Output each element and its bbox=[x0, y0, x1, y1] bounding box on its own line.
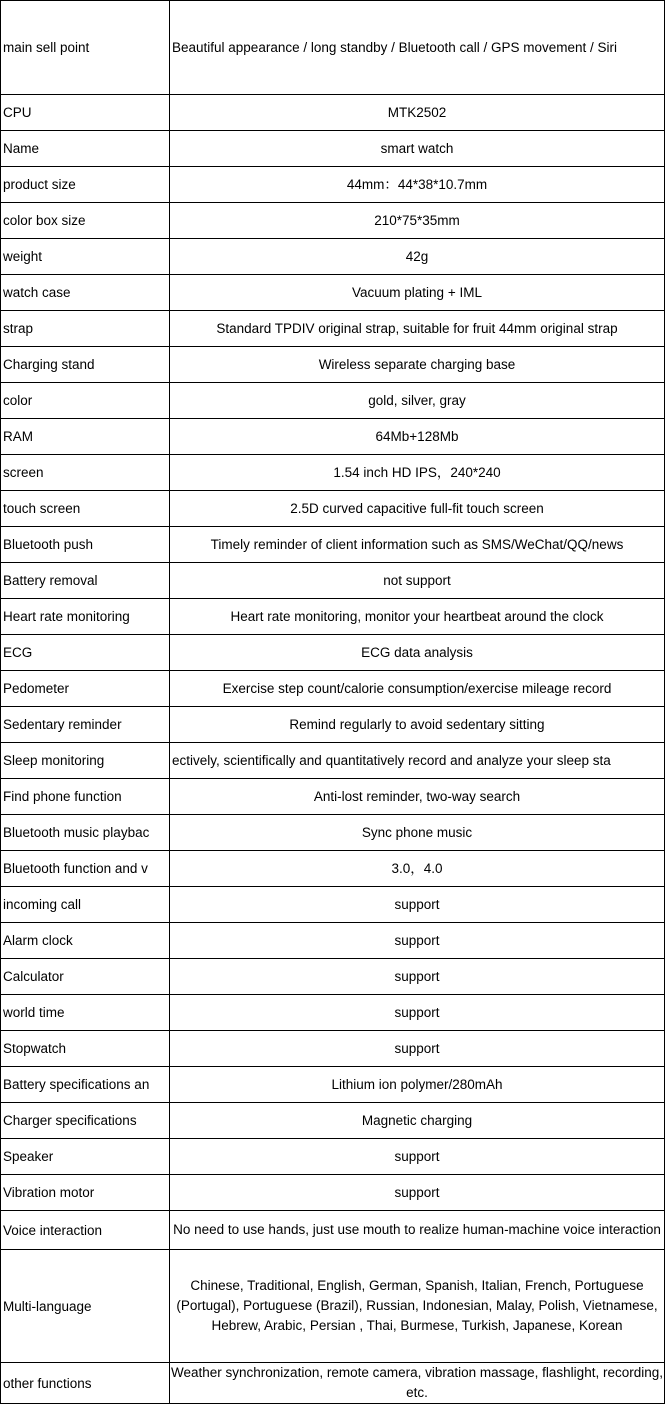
row-value: support bbox=[170, 959, 665, 995]
row-label: Speaker bbox=[1, 1139, 170, 1175]
row-value: support bbox=[170, 1139, 665, 1175]
row-value: Wireless separate charging base bbox=[170, 347, 665, 383]
row-value: Vacuum plating + IML bbox=[170, 275, 665, 311]
row-label: Vibration motor bbox=[1, 1175, 170, 1211]
table-row bbox=[1, 995, 665, 1031]
row-label: Stopwatch bbox=[1, 1031, 170, 1067]
table-row bbox=[1, 239, 665, 275]
row-value: Remind regularly to avoid sedentary sitting bbox=[170, 707, 665, 743]
table-row bbox=[1, 707, 665, 743]
table-row bbox=[1, 347, 665, 383]
table-row bbox=[1, 671, 665, 707]
table-row bbox=[1, 1031, 665, 1067]
row-value: Weather synchronization, remote camera, vibration massage, flashlight, recording, etc. bbox=[170, 1363, 665, 1404]
row-label: touch screen bbox=[1, 491, 170, 527]
table-row bbox=[1, 599, 665, 635]
table-row bbox=[1, 491, 665, 527]
row-label: Voice interaction bbox=[1, 1211, 170, 1250]
row-value: support bbox=[170, 1031, 665, 1067]
table-row bbox=[1, 203, 665, 239]
row-value: gold, silver, gray bbox=[170, 383, 665, 419]
row-label: color box size bbox=[1, 203, 170, 239]
row-value: MTK2502 bbox=[170, 95, 665, 131]
row-value: Standard TPDIV original strap, suitable for fruit 44mm original strap bbox=[170, 311, 665, 347]
table-row bbox=[1, 167, 665, 203]
row-value: 44mm：44*38*10.7mm bbox=[170, 167, 665, 203]
row-value: smart watch bbox=[170, 131, 665, 167]
row-value: support bbox=[170, 995, 665, 1031]
row-label: watch case bbox=[1, 275, 170, 311]
row-label: RAM bbox=[1, 419, 170, 455]
row-value: Beautiful appearance / long standby / Bluetooth call / GPS movement / Siri bbox=[170, 1, 665, 95]
row-value: 64Mb+128Mb bbox=[170, 419, 665, 455]
row-value: Sync phone music bbox=[170, 815, 665, 851]
row-value-text: ectively, scientifically and quantitatively record and analyze your sleep sta bbox=[172, 753, 611, 768]
table-row bbox=[1, 1103, 665, 1139]
table-row bbox=[1, 887, 665, 923]
row-value: support bbox=[170, 887, 665, 923]
table-row bbox=[1, 563, 665, 599]
row-label: Charger specifications bbox=[1, 1103, 170, 1139]
row-value: support bbox=[170, 1175, 665, 1211]
row-label: ECG bbox=[1, 635, 170, 671]
table-row bbox=[1, 1211, 665, 1250]
table-row bbox=[1, 851, 665, 887]
table-row bbox=[1, 635, 665, 671]
table-row bbox=[1, 131, 665, 167]
row-label: Name bbox=[1, 131, 170, 167]
row-value: Heart rate monitoring, monitor your heartbeat around the clock bbox=[170, 599, 665, 635]
row-label: world time bbox=[1, 995, 170, 1031]
table-row bbox=[1, 1175, 665, 1211]
table-row bbox=[1, 1, 665, 95]
table-row bbox=[1, 383, 665, 419]
row-label: incoming call bbox=[1, 887, 170, 923]
row-value: Chinese, Traditional, English, German, Spanish, Italian, French, Portuguese (Portugal), Portuguese (Brazil), Russian, Indonesian, Malay, Polish, Vietnamese, Hebrew, Arabic, Persian , Thai, Burmese, Turkish, Japanese, Korean bbox=[170, 1250, 665, 1363]
table-row bbox=[1, 1139, 665, 1175]
row-value: 42g bbox=[170, 239, 665, 275]
row-value bbox=[170, 743, 665, 779]
row-label: Bluetooth music playbac bbox=[1, 815, 170, 851]
row-label: screen bbox=[1, 455, 170, 491]
row-value: Timely reminder of client information such as SMS/WeChat/QQ/news bbox=[170, 527, 665, 563]
table-row bbox=[1, 923, 665, 959]
row-label: Pedometer bbox=[1, 671, 170, 707]
row-label: color bbox=[1, 383, 170, 419]
row-label: Find phone function bbox=[1, 779, 170, 815]
table-row bbox=[1, 455, 665, 491]
row-value: Lithium ion polymer/280mAh bbox=[170, 1067, 665, 1103]
table-row bbox=[1, 527, 665, 563]
table-row bbox=[1, 1067, 665, 1103]
row-label: product size bbox=[1, 167, 170, 203]
row-label: Heart rate monitoring bbox=[1, 599, 170, 635]
row-label: Sleep monitoring bbox=[1, 743, 170, 779]
row-value: 2.5D curved capacitive full-fit touch screen bbox=[170, 491, 665, 527]
row-label: strap bbox=[1, 311, 170, 347]
row-label: Multi-language bbox=[1, 1250, 170, 1363]
row-label: Charging stand bbox=[1, 347, 170, 383]
row-value: 210*75*35mm bbox=[170, 203, 665, 239]
table-row bbox=[1, 743, 665, 779]
table-row bbox=[1, 419, 665, 455]
row-label: Bluetooth function and v bbox=[1, 851, 170, 887]
table-row bbox=[1, 95, 665, 131]
table-row bbox=[1, 779, 665, 815]
row-value: not support bbox=[170, 563, 665, 599]
table-row bbox=[1, 311, 665, 347]
row-value: 3.0，4.0 bbox=[170, 851, 665, 887]
row-value: 1.54 inch HD IPS，240*240 bbox=[170, 455, 665, 491]
table-row bbox=[1, 959, 665, 995]
row-value: No need to use hands, just use mouth to realize human-machine voice interaction bbox=[170, 1211, 665, 1250]
row-label: Alarm clock bbox=[1, 923, 170, 959]
table-row bbox=[1, 815, 665, 851]
row-value: Exercise step count/calorie consumption/exercise mileage record bbox=[170, 671, 665, 707]
row-label: Battery specifications an bbox=[1, 1067, 170, 1103]
row-value: Magnetic charging bbox=[170, 1103, 665, 1139]
table-row bbox=[1, 1250, 665, 1363]
row-value: ECG data analysis bbox=[170, 635, 665, 671]
row-label: Bluetooth push bbox=[1, 527, 170, 563]
row-value: Anti-lost reminder, two-way search bbox=[170, 779, 665, 815]
row-label: weight bbox=[1, 239, 170, 275]
row-label: Calculator bbox=[1, 959, 170, 995]
row-value: support bbox=[170, 923, 665, 959]
row-label: CPU bbox=[1, 95, 170, 131]
table-row bbox=[1, 1363, 665, 1404]
row-label: main sell point bbox=[1, 1, 170, 95]
row-label: other functions bbox=[1, 1363, 170, 1404]
row-label: Battery removal bbox=[1, 563, 170, 599]
table-row bbox=[1, 275, 665, 311]
row-label: Sedentary reminder bbox=[1, 707, 170, 743]
